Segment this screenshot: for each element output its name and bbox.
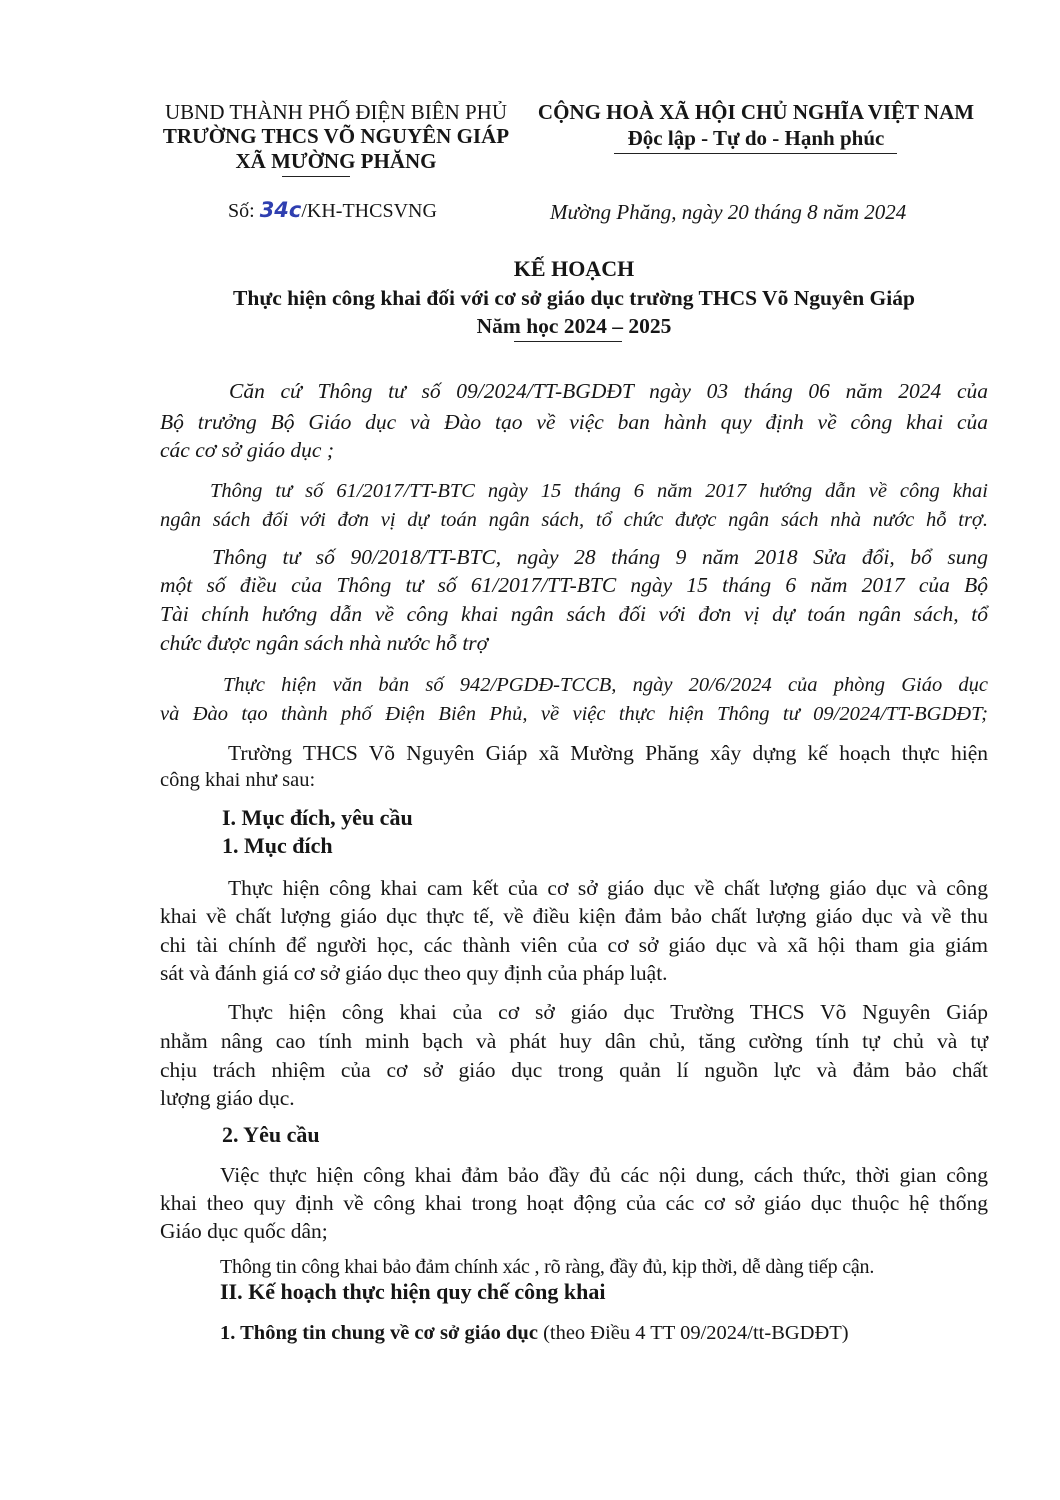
requirement-p1-line-1: Việc thực hiện công khai đảm bảo đầy đủ các nội dung, cách thức, thời gian công xyxy=(220,1163,988,1187)
section-2-1-title: 1. Thông tin chung về cơ sở giáo dục xyxy=(220,1322,538,1344)
motto-underline xyxy=(614,153,897,154)
section-1-2-heading: 2. Yêu cầu xyxy=(222,1122,320,1147)
section-1-1-heading: 1. Mục đích xyxy=(222,833,333,858)
doc-number-suffix: /KH-THCSVNG xyxy=(301,200,437,222)
basis-2-line-1: Thông tư số 61/2017/TT-BTC ngày 15 tháng 6 năm 2017 hướng dẫn về công khai xyxy=(210,480,988,502)
intro-line-2: công khai như sau: xyxy=(160,769,316,791)
doc-number-prefix: Số: xyxy=(228,200,260,222)
national-motto: Độc lập - Tự do - Hạnh phúc xyxy=(627,126,885,150)
issuer-commune: XÃ MƯỜNG PHĂNG xyxy=(235,149,437,173)
issuer-school: TRƯỜNG THCS VÕ NGUYÊN GIÁP xyxy=(162,124,510,148)
basis-3-line-2: một số điều của Thông tư số 61/2017/TT-BTC ngày 15 tháng 6 năm 2017 của Bộ xyxy=(160,573,988,597)
section-1-heading: I. Mục đích, yêu cầu xyxy=(222,805,413,830)
document-subtitle: Thực hiện công khai đối với cơ sở giáo dục trường THCS Võ Nguyên Giáp xyxy=(233,286,915,310)
basis-2-line-2: ngân sách đối với đơn vị dự toán ngân sách, tổ chức được ngân sách nhà nước hỗ trợ. xyxy=(160,509,988,531)
purpose-p2-line-3: chịu trách nhiệm của cơ sở giáo dục trong quản lí nguồn lực và đảm bảo chất xyxy=(160,1058,988,1082)
basis-4-line-2: và Đào tạo thành phố Điện Biên Phủ, về việc thực hiện Thông tư 09/2024/TT-BGDĐT; xyxy=(160,703,988,725)
document-number xyxy=(228,198,437,223)
doc-number-handwritten: 34c xyxy=(259,198,302,222)
intro-line-1: Trường THCS Võ Nguyên Giáp xã Mường Phăng xây dựng kế hoạch thực hiện xyxy=(228,741,988,765)
basis-3-line-3: Tài chính hướng dẫn về công khai ngân sách đối với đơn vị dự toán ngân sách, tổ xyxy=(160,602,988,626)
basis-1-line-1: Căn cứ Thông tư số 09/2024/TT-BGDĐT ngày 03 tháng 06 năm 2024 của xyxy=(229,379,988,403)
section-2-1-reference: (theo Điều 4 TT 09/2024/tt-BGDĐT) xyxy=(537,1322,849,1344)
requirement-p2: Thông tin công khai bảo đảm chính xác , rõ ràng, đầy đủ, kịp thời, dễ dàng tiếp cận. xyxy=(220,1256,875,1278)
purpose-p2-line-4: lượng giáo dục. xyxy=(160,1086,295,1110)
purpose-p2-line-2: nhằm nâng cao tính minh bạch và phát huy dân chủ, tăng cường tính tự chủ và tự xyxy=(160,1029,988,1053)
basis-4-line-1: Thực hiện văn bản số 942/PGDĐ-TCCB, ngày 20/6/2024 của phòng Giáo dục xyxy=(223,674,988,696)
place-date: Mường Phăng, ngày 20 tháng 8 năm 2024 xyxy=(550,200,907,224)
issuer-authority: UBND THÀNH PHỐ ĐIỆN BIÊN PHỦ xyxy=(164,100,508,124)
basis-1-line-3: các cơ sở giáo dục ; xyxy=(160,438,334,462)
requirement-p1-line-2: khai theo quy định về công khai trong hoạt động của các cơ sở giáo dục thuộc hệ thống xyxy=(160,1191,988,1215)
school-year: Năm học 2024 – 2025 xyxy=(476,314,672,338)
issuer-underline xyxy=(282,176,350,177)
purpose-p1-line-1: Thực hiện công khai cam kết của cơ sở giáo dục về chất lượng giáo dục và công xyxy=(228,876,988,900)
section-2-heading: II. Kế hoạch thực hiện quy chế công khai xyxy=(220,1279,606,1304)
basis-3-line-1: Thông tư số 90/2018/TT-BTC, ngày 28 tháng 9 năm 2018 Sửa đổi, bổ sung xyxy=(212,545,988,569)
requirement-p1-line-3: Giáo dục quốc dân; xyxy=(160,1219,328,1243)
purpose-p1-line-3: chi tài chính để người học, các thành viên của cơ sở giáo dục và xã hội tham gia giám xyxy=(160,933,988,957)
section-2-1-heading xyxy=(220,1321,849,1345)
purpose-p2-line-1: Thực hiện công khai của cơ sở giáo dục Trường THCS Võ Nguyên Giáp xyxy=(228,1000,988,1024)
purpose-p1-line-4: sát và đánh giá cơ sở giáo dục theo quy định của pháp luật. xyxy=(160,961,668,985)
basis-1-line-2: Bộ trưởng Bộ Giáo dục và Đào tạo về việc ban hành quy định về công khai của xyxy=(160,410,988,434)
purpose-p1-line-2: khai về chất lượng giáo dục thực tế, về điều kiện đảm bảo chất lượng giáo dục và về thu xyxy=(160,904,988,928)
basis-3-line-4: chức được ngân sách nhà nước hỗ trợ xyxy=(160,631,489,655)
document-title: KẾ HOẠCH xyxy=(513,256,635,281)
national-title: CỘNG HOÀ XÃ HỘI CHỦ NGHĨA VIỆT NAM xyxy=(537,100,975,124)
title-underline xyxy=(514,341,622,342)
